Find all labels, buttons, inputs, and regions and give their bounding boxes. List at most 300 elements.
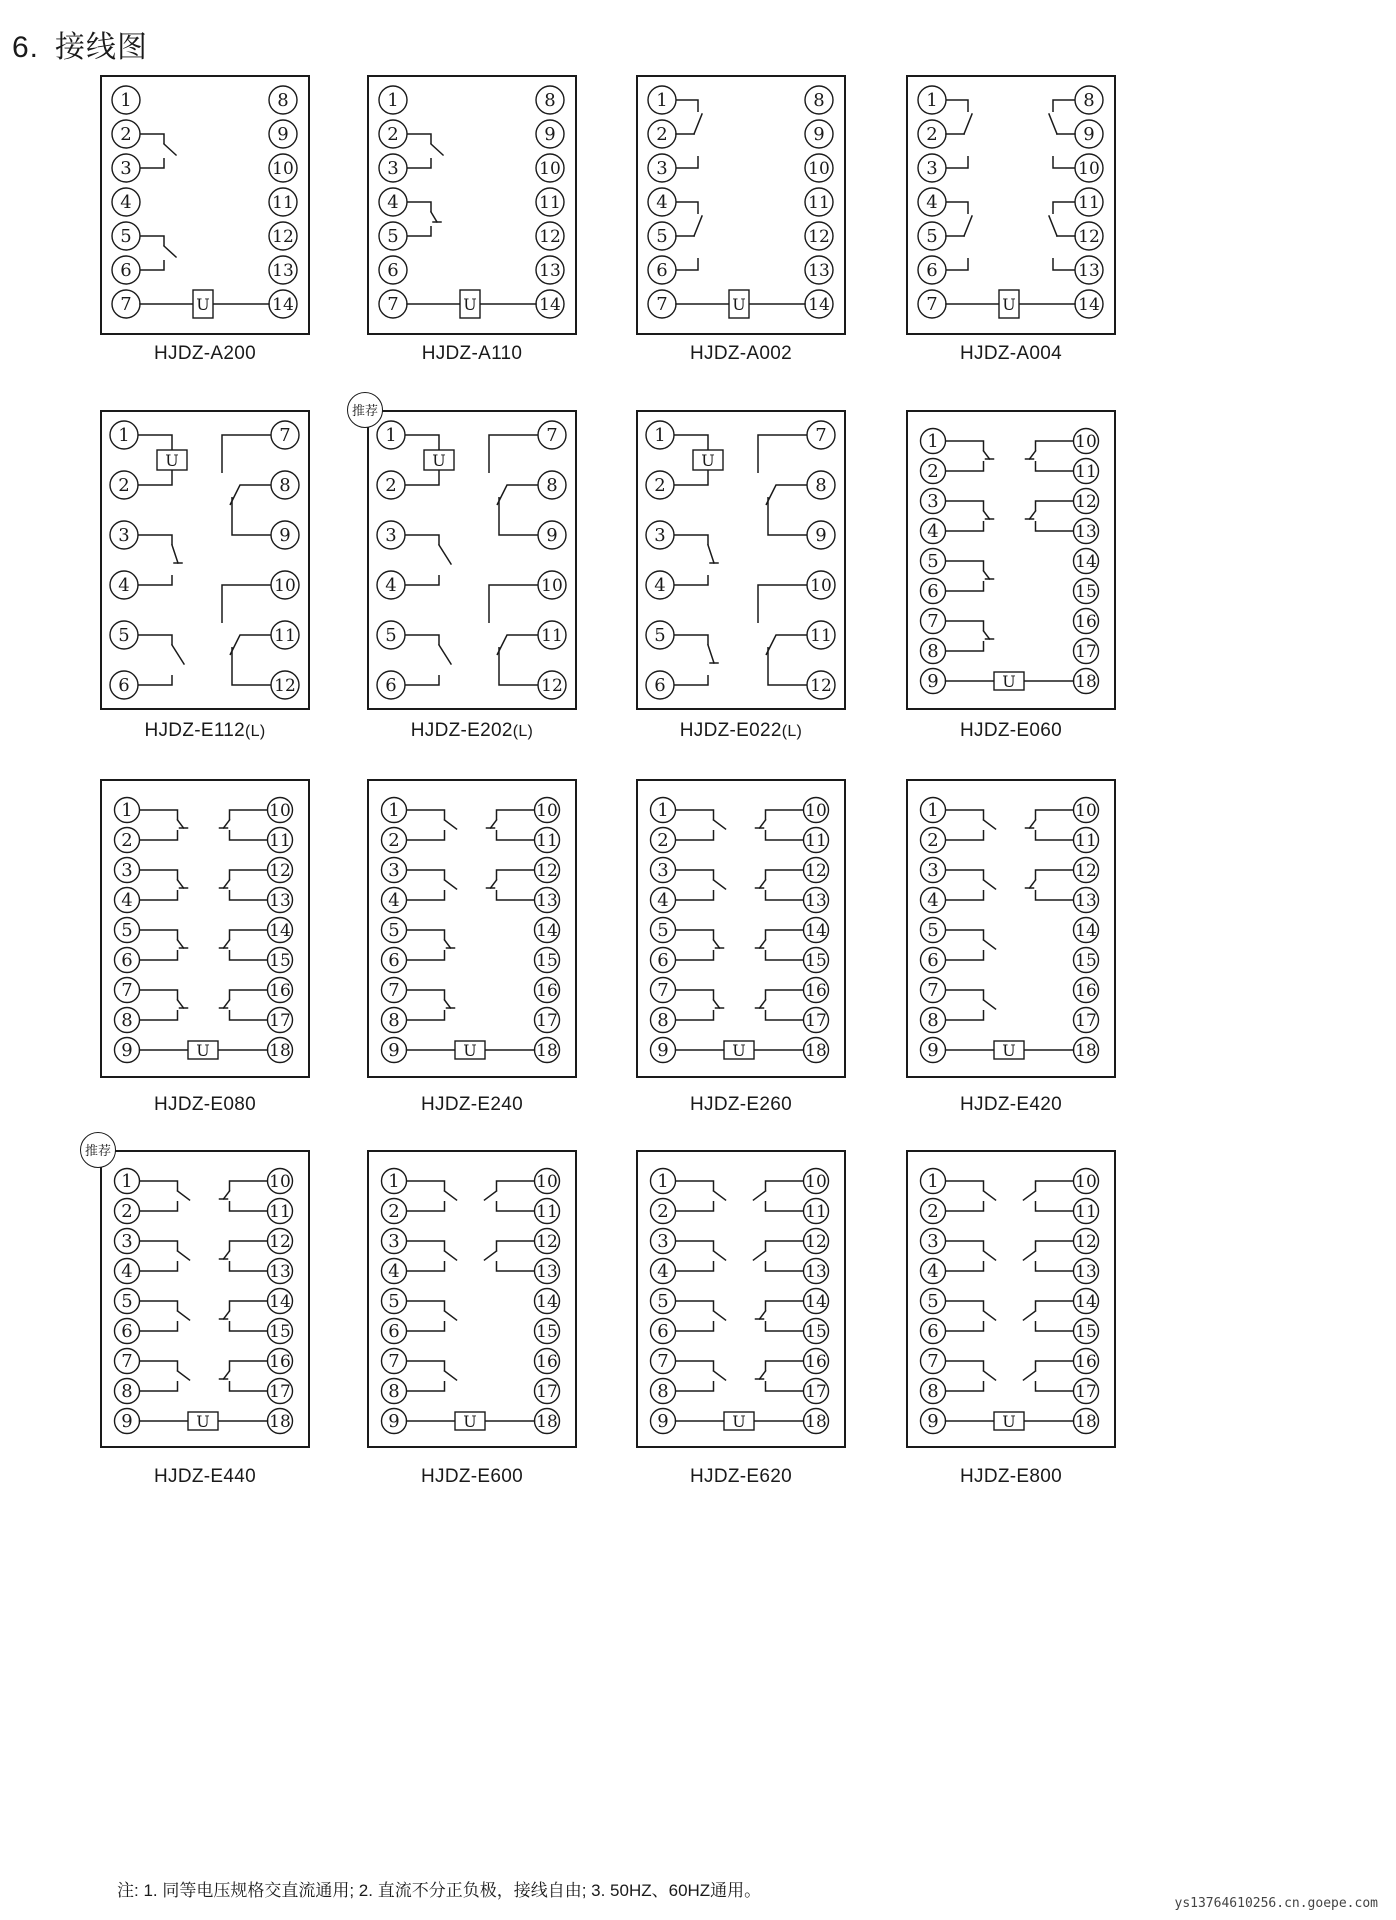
terminal-label-6: 6 (121, 950, 133, 971)
terminal-label-4: 4 (118, 575, 130, 596)
contact-wire (676, 202, 698, 214)
contact-blade-open (984, 1311, 996, 1320)
terminal-label-4: 4 (121, 890, 133, 911)
contact-wire (140, 260, 164, 270)
contact-wire (230, 950, 268, 960)
terminal-label-9: 9 (1083, 124, 1095, 145)
terminal-label-12: 12 (810, 676, 832, 696)
coil-label: U (463, 1412, 477, 1431)
contact-blade-closed (172, 545, 178, 563)
terminal-label-8: 8 (657, 1381, 669, 1402)
terminal-label-7: 7 (656, 294, 668, 315)
contact-blade-closed (431, 212, 437, 222)
contact-wire (1036, 1381, 1074, 1391)
model-name: HJDZ-E022 (679, 720, 782, 741)
contact-wire (676, 990, 714, 1000)
terminal-label-1: 1 (118, 425, 130, 446)
terminal-label-9: 9 (657, 1040, 669, 1061)
terminal-label-5: 5 (927, 1291, 939, 1312)
contact-blade-open (178, 1251, 190, 1260)
wiring-diagram-hjdz-e420 (906, 779, 1116, 1078)
coil-wire (674, 435, 708, 450)
terminal-label-5: 5 (121, 1291, 133, 1312)
terminal-label-14: 14 (536, 1292, 558, 1312)
section-number: 6. (12, 31, 40, 64)
contact-blade-open (445, 880, 457, 889)
contact-wire (676, 930, 714, 940)
contact-blade-closed (760, 880, 766, 888)
terminal-label-9: 9 (927, 671, 939, 692)
model-name: HJDZ-A110 (421, 343, 523, 364)
contact-wire (766, 830, 804, 840)
contact-blade-closed (984, 631, 990, 639)
contact-wire (766, 1381, 804, 1391)
terminal-label-18: 18 (805, 1041, 827, 1061)
contact-blade-open (178, 1311, 190, 1320)
contact-wire (676, 890, 714, 900)
contact-wire (946, 100, 968, 112)
terminal-label-11: 11 (810, 626, 832, 646)
contact-wire (222, 435, 271, 473)
contact-wire (758, 435, 807, 473)
terminal-label-1: 1 (387, 90, 399, 111)
contact-blade-closed (714, 1000, 720, 1008)
contact-wire (676, 830, 714, 840)
terminal-label-9: 9 (927, 1040, 939, 1061)
terminal-label-2: 2 (388, 1201, 400, 1222)
coil-label: U (1002, 1412, 1016, 1431)
contact-blade-open (164, 144, 176, 155)
terminal-label-10: 10 (274, 576, 296, 596)
terminal-label-9: 9 (121, 1040, 133, 1061)
contact-wire (497, 1261, 535, 1271)
contact-wire (674, 635, 708, 645)
contact-blade-closed (984, 451, 990, 459)
contact-wire (497, 870, 535, 880)
contact-wire (232, 647, 271, 685)
terminal-label-15: 15 (1075, 1322, 1097, 1342)
terminal-label-2: 2 (926, 124, 938, 145)
terminal-label-18: 18 (1075, 1412, 1097, 1432)
contact-blade-closed (760, 940, 766, 948)
terminal-label-7: 7 (120, 294, 132, 315)
watermark: ys13764610256.cn.goepe.com (1174, 1896, 1378, 1911)
contact-wire (1036, 441, 1074, 451)
contact-wire (230, 1010, 268, 1020)
contact-wire (407, 1201, 445, 1211)
terminal-label-14: 14 (805, 921, 827, 941)
model-name: HJDZ-E420 (960, 1094, 1062, 1115)
terminal-label-15: 15 (805, 951, 827, 971)
diagram-svg (636, 75, 846, 335)
coil-wire (405, 470, 439, 485)
terminal-label-10: 10 (536, 801, 558, 821)
terminal-label-9: 9 (277, 124, 289, 145)
terminal-label-2: 2 (388, 830, 400, 851)
terminal-label-12: 12 (536, 861, 558, 881)
model-suffix: (L) (512, 723, 534, 740)
contact-wire (407, 1241, 445, 1251)
terminal-label-9: 9 (388, 1411, 400, 1432)
terminal-label-8: 8 (546, 475, 558, 496)
contact-blade-open (984, 1371, 996, 1380)
contact-wire (138, 575, 172, 585)
terminal-label-2: 2 (654, 475, 666, 496)
terminal-label-10: 10 (1078, 159, 1100, 179)
contact-blade-closed (760, 1311, 766, 1319)
terminal-label-12: 12 (1075, 861, 1097, 881)
contact-wire (405, 635, 439, 645)
contact-blade-closed (708, 645, 714, 663)
wiring-diagram-hjdz-e800 (906, 1150, 1116, 1448)
terminal-label-3: 3 (121, 860, 133, 881)
contact-blade-open (439, 645, 451, 664)
terminal-label-3: 3 (385, 525, 397, 546)
contact-wire (768, 647, 807, 685)
section-heading (12, 22, 148, 66)
terminal-label-10: 10 (541, 576, 563, 596)
model-label (347, 1466, 597, 1488)
terminal-label-3: 3 (927, 1231, 939, 1252)
terminal-label-9: 9 (927, 1411, 939, 1432)
contact-wire (407, 1301, 445, 1311)
diagram-svg (100, 75, 310, 335)
contact-wire (230, 1301, 268, 1311)
contact-wire (768, 497, 807, 535)
terminal-label-5: 5 (387, 226, 399, 247)
contact-wire (676, 100, 698, 112)
contact-wire (407, 810, 445, 820)
terminal-label-7: 7 (815, 425, 827, 446)
contact-wire (140, 870, 178, 880)
coil-label: U (732, 1412, 746, 1431)
contact-wire (946, 581, 984, 591)
contact-wire (676, 870, 714, 880)
contact-wire (1053, 258, 1075, 270)
terminal-label-6: 6 (657, 1321, 669, 1342)
terminal-label-13: 13 (805, 1262, 827, 1282)
model-label (886, 343, 1136, 365)
contact-blade-open (1024, 1311, 1036, 1320)
terminal-label-18: 18 (536, 1412, 558, 1432)
terminal-label-9: 9 (813, 124, 825, 145)
terminal-label-1: 1 (388, 1171, 400, 1192)
contact-wire (140, 134, 164, 144)
contact-blade-closed (760, 1371, 766, 1379)
terminal-label-17: 17 (269, 1011, 291, 1031)
terminal-label-5: 5 (388, 1291, 400, 1312)
terminal-label-9: 9 (815, 525, 827, 546)
terminal-label-3: 3 (654, 525, 666, 546)
model-name: HJDZ-E600 (421, 1466, 523, 1487)
terminal-label-13: 13 (269, 891, 291, 911)
contact-blade-closed (224, 1191, 230, 1199)
terminal-label-4: 4 (657, 1261, 669, 1282)
terminal-label-4: 4 (654, 575, 666, 596)
model-label (347, 343, 597, 365)
contact-wire (946, 950, 984, 960)
terminal-label-12: 12 (1078, 227, 1100, 247)
contact-blade-open (984, 820, 996, 829)
contact-wire (140, 1321, 178, 1331)
terminal-label-2: 2 (121, 830, 133, 851)
contact-wire (140, 950, 178, 960)
contact-wire (230, 1381, 268, 1391)
terminal-label-8: 8 (927, 1010, 939, 1031)
terminal-label-10: 10 (1075, 432, 1097, 452)
terminal-label-7: 7 (121, 980, 133, 1001)
contact-wire (1036, 1261, 1074, 1271)
contact-wire (407, 158, 431, 168)
contact-wire (758, 585, 807, 623)
contact-wire (674, 675, 708, 685)
coil-label: U (1002, 672, 1016, 691)
contact-wire (1036, 810, 1074, 820)
wiring-diagram-hjdz-a004 (906, 75, 1116, 335)
contact-blade-open (984, 1000, 996, 1009)
model-name: HJDZ-E800 (960, 1466, 1062, 1487)
terminal-label-15: 15 (269, 951, 291, 971)
terminal-label-5: 5 (657, 1291, 669, 1312)
contact-wire (230, 990, 268, 1000)
terminal-label-12: 12 (808, 227, 830, 247)
terminal-label-11: 11 (1075, 462, 1097, 482)
contact-blade-open (178, 1191, 190, 1200)
terminal-label-5: 5 (118, 625, 130, 646)
coil-label: U (463, 295, 477, 314)
terminal-label-14: 14 (1078, 295, 1100, 315)
terminal-label-17: 17 (1075, 1011, 1097, 1031)
model-name: HJDZ-A200 (154, 343, 256, 364)
terminal-label-5: 5 (927, 920, 939, 941)
diagram-svg (906, 1150, 1116, 1448)
contact-wire (497, 890, 535, 900)
terminal-label-6: 6 (927, 581, 939, 602)
contact-wire (230, 1181, 268, 1191)
contact-wire (766, 1321, 804, 1331)
terminal-label-6: 6 (120, 260, 132, 281)
terminal-label-15: 15 (1075, 951, 1097, 971)
terminal-label-15: 15 (536, 951, 558, 971)
terminal-label-7: 7 (657, 1351, 669, 1372)
terminal-label-6: 6 (388, 1321, 400, 1342)
contact-wire (1036, 1361, 1074, 1371)
contact-blade-open (754, 1251, 766, 1260)
contact-blade-closed (1030, 511, 1036, 519)
contact-wire (766, 1201, 804, 1211)
terminal-label-6: 6 (927, 1321, 939, 1342)
contact-wire (946, 202, 968, 214)
terminal-label-14: 14 (805, 1292, 827, 1312)
terminal-label-16: 16 (805, 1352, 827, 1372)
contact-wire (946, 870, 984, 880)
terminal-label-6: 6 (657, 950, 669, 971)
contact-wire (946, 1241, 984, 1251)
terminal-label-7: 7 (546, 425, 558, 446)
contact-blade-closed (224, 1311, 230, 1319)
contact-wire (499, 497, 538, 535)
contact-wire (407, 1181, 445, 1191)
coil-label: U (196, 1412, 210, 1431)
terminal-label-18: 18 (805, 1412, 827, 1432)
contact-wire (676, 1010, 714, 1020)
coil-wire (138, 470, 172, 485)
terminal-label-7: 7 (387, 294, 399, 315)
contact-wire (497, 1201, 535, 1211)
contact-wire (946, 1301, 984, 1311)
contact-blade-open (445, 1251, 457, 1260)
section-title: 接线图 (55, 31, 149, 64)
terminal-label-15: 15 (536, 1322, 558, 1342)
contact-blade-closed (178, 940, 184, 948)
terminal-label-12: 12 (541, 676, 563, 696)
contact-blade-closed (1030, 820, 1036, 828)
terminal-label-5: 5 (926, 226, 938, 247)
terminal-label-9: 9 (279, 525, 291, 546)
contact-wire (497, 810, 535, 820)
contact-wire (676, 1361, 714, 1371)
wiring-diagram-hjdz-e240 (367, 779, 577, 1078)
contact-blade-open (1024, 1371, 1036, 1380)
contact-blade-closed (1030, 451, 1036, 459)
terminal-label-4: 4 (387, 192, 399, 213)
model-label (80, 1466, 330, 1488)
contact-wire (946, 156, 968, 168)
contact-wire (1053, 100, 1075, 112)
model-name: HJDZ-E060 (960, 720, 1062, 741)
contact-wire (766, 810, 804, 820)
contact-blade-closed (178, 820, 184, 828)
terminal-label-16: 16 (536, 1352, 558, 1372)
terminal-label-3: 3 (120, 158, 132, 179)
contact-wire (140, 830, 178, 840)
contact-blade-closed (224, 1371, 230, 1379)
terminal-label-7: 7 (279, 425, 291, 446)
terminal-label-7: 7 (927, 980, 939, 1001)
coil-label: U (701, 451, 715, 470)
coil-wire (405, 435, 439, 450)
terminal-label-3: 3 (927, 860, 939, 881)
contact-wire (140, 930, 178, 940)
terminal-label-12: 12 (805, 861, 827, 881)
diagram-svg (367, 779, 577, 1078)
contact-wire (407, 950, 445, 960)
contact-wire (766, 1301, 804, 1311)
model-name: HJDZ-E112 (144, 720, 246, 741)
diagram-svg (636, 779, 846, 1078)
model-name: HJDZ-E440 (154, 1466, 256, 1487)
wiring-diagram-hjdz-e600 (367, 1150, 577, 1448)
contact-blade-closed (760, 820, 766, 828)
contact-wire (766, 990, 804, 1000)
contact-wire (1036, 870, 1074, 880)
terminal-label-3: 3 (388, 1231, 400, 1252)
contact-wire (407, 930, 445, 940)
terminal-label-12: 12 (536, 1232, 558, 1252)
terminal-label-12: 12 (269, 1232, 291, 1252)
terminal-label-11: 11 (1075, 1202, 1097, 1222)
contact-wire (140, 990, 178, 1000)
terminal-label-7: 7 (926, 294, 938, 315)
contact-wire (230, 1241, 268, 1251)
wiring-diagram-hjdz-e260 (636, 779, 846, 1078)
model-label (886, 1466, 1136, 1488)
contact-wire (407, 830, 445, 840)
contact-wire (407, 870, 445, 880)
contact-blade-open (714, 880, 726, 889)
terminal-label-16: 16 (536, 981, 558, 1001)
terminal-label-10: 10 (805, 801, 827, 821)
terminal-label-18: 18 (1075, 1041, 1097, 1061)
contact-blade-open (1024, 1251, 1036, 1260)
terminal-label-1: 1 (927, 431, 939, 452)
coil-label: U (432, 451, 446, 470)
diagram-svg (906, 410, 1116, 710)
contact-blade-open (445, 1191, 457, 1200)
contact-wire (676, 1301, 714, 1311)
contact-blade-open (485, 1191, 497, 1200)
terminal-label-17: 17 (536, 1382, 558, 1402)
terminal-label-17: 17 (1075, 642, 1097, 662)
contact-wire (140, 890, 178, 900)
terminal-label-6: 6 (926, 260, 938, 281)
model-label (80, 1094, 330, 1116)
contact-wire (230, 635, 271, 655)
coil-label: U (165, 451, 179, 470)
terminal-label-17: 17 (805, 1382, 827, 1402)
contact-wire (946, 501, 984, 511)
terminal-label-1: 1 (121, 1171, 133, 1192)
terminal-label-18: 18 (1075, 672, 1097, 692)
contact-blade-open (714, 820, 726, 829)
contact-wire (676, 1181, 714, 1191)
terminal-label-3: 3 (926, 158, 938, 179)
coil-label: U (1002, 295, 1016, 314)
diagram-svg (367, 75, 577, 335)
terminal-label-11: 11 (272, 193, 294, 213)
contact-wire (766, 485, 807, 505)
contact-blade-closed (224, 1000, 230, 1008)
terminal-label-6: 6 (656, 260, 668, 281)
terminal-label-18: 18 (536, 1041, 558, 1061)
contact-blade-open (172, 645, 184, 664)
terminal-label-2: 2 (385, 475, 397, 496)
terminal-label-1: 1 (654, 425, 666, 446)
contact-wire (676, 1381, 714, 1391)
terminal-label-12: 12 (1075, 1232, 1097, 1252)
contact-wire (1036, 1321, 1074, 1331)
contact-wire (140, 1261, 178, 1271)
terminal-label-11: 11 (539, 193, 561, 213)
terminal-label-14: 14 (272, 295, 294, 315)
contact-blade-closed (224, 940, 230, 948)
contact-blade-open (714, 1311, 726, 1320)
terminal-label-11: 11 (805, 831, 827, 851)
terminal-label-15: 15 (269, 1322, 291, 1342)
contact-blade-changeover (694, 114, 702, 134)
terminal-label-8: 8 (388, 1381, 400, 1402)
coil-wire (674, 470, 708, 485)
model-label (616, 343, 866, 365)
terminal-label-1: 1 (926, 90, 938, 111)
contact-wire (1036, 1241, 1074, 1251)
contact-wire (674, 535, 708, 545)
terminal-label-13: 13 (1075, 891, 1097, 911)
terminal-label-4: 4 (388, 1261, 400, 1282)
terminal-label-1: 1 (657, 800, 669, 821)
terminal-label-17: 17 (1075, 1382, 1097, 1402)
terminal-label-7: 7 (388, 1351, 400, 1372)
